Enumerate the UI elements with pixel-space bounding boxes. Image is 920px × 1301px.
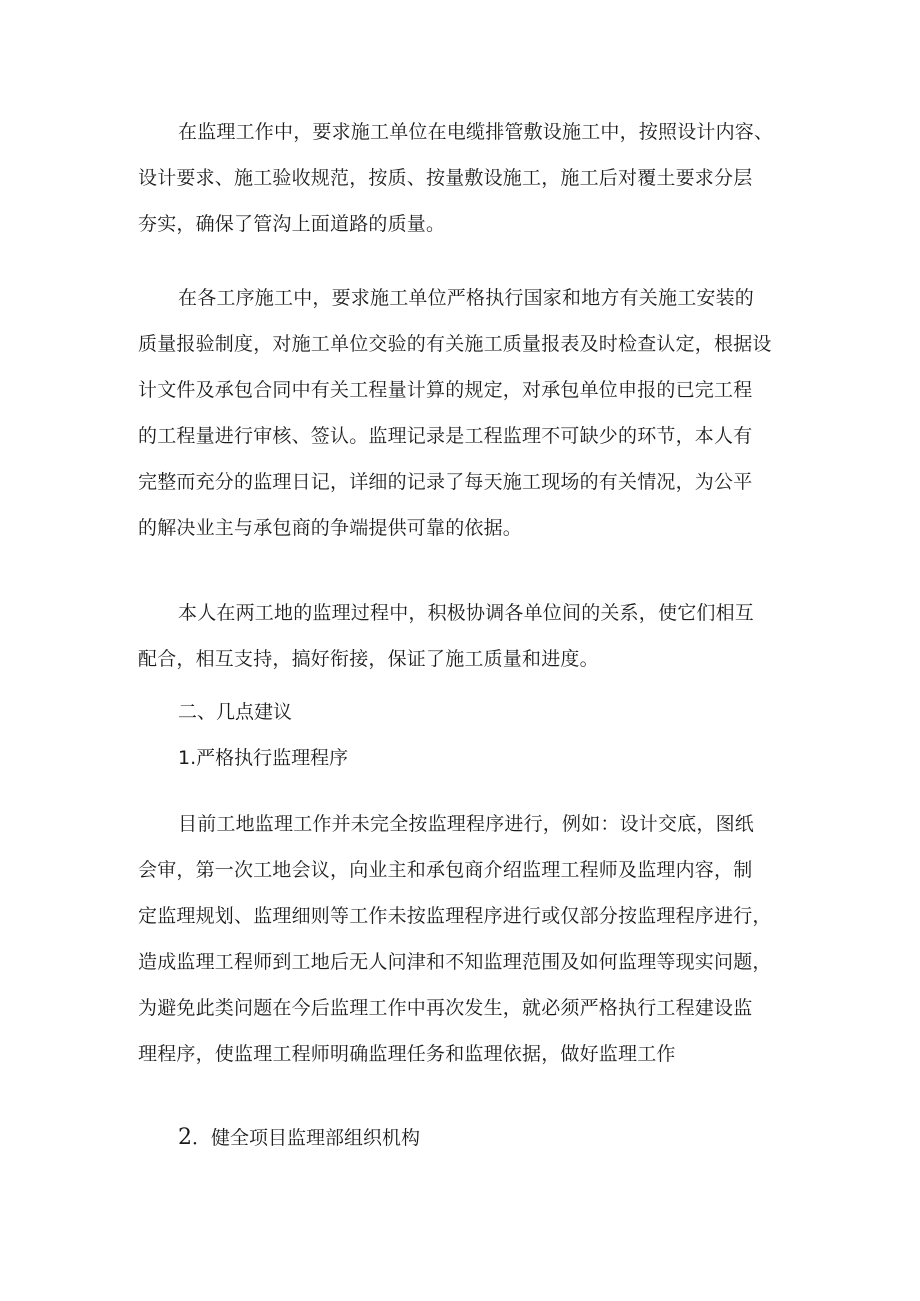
subsection-title: ．健全项目监理部组织机构 xyxy=(192,1127,421,1149)
paragraph-line: 计文件及承包合同中有关工程量计算的规定，对承包单位申报的已完工程 xyxy=(138,379,753,401)
paragraph-line: 在各工序施工中，要求施工单位严格执行国家和地方有关施工安装的 xyxy=(178,287,755,309)
paragraph-line: 为避免此类问题在今后监理工作中再次发生，就必须严格执行工程建设监 xyxy=(138,997,753,1019)
paragraph-line: 造成监理工程师到工地后无人问津和不知监理范围及如何监理等现实问题， xyxy=(138,951,772,973)
paragraph-line: 本人在两工地的监理过程中，积极协调各单位间的关系，使它们相互 xyxy=(178,602,755,624)
paragraph-1 xyxy=(138,109,798,247)
section-heading: 二、几点建议 xyxy=(178,701,293,723)
paragraph-line: 理程序，使监理工程师明确监理任务和监理依据，做好监理工作 xyxy=(138,1043,676,1065)
subsection-heading-1: 1.严格执行监理程序 xyxy=(178,747,349,769)
paragraph-line: 质量报验制度，对施工单位交验的有关施工质量报表及时检查认定，根据设 xyxy=(138,333,772,355)
subsection-heading-2 xyxy=(178,1115,420,1161)
paragraph-line: 在监理工作中，要求施工单位在电缆排管敷设施工中，按照设计内容、 xyxy=(178,121,774,143)
paragraph-line: 定监理规划、监理细则等工作未按监理程序进行或仅部分按监理程序进行， xyxy=(138,905,772,927)
paragraph-4 xyxy=(138,801,798,1077)
paragraph-line: 设计要求、施工验收规范，按质、按量敷设施工，施工后对覆土要求分层 xyxy=(138,167,753,189)
paragraph-line: 配合，相互支持，搞好衔接，保证了施工质量和进度。 xyxy=(138,648,599,670)
subsection-number: 2 xyxy=(178,1125,192,1150)
paragraph-3 xyxy=(138,590,798,682)
paragraph-2 xyxy=(138,275,798,551)
paragraph-line: 的解决业主与承包商的争端提供可靠的依据。 xyxy=(138,517,523,539)
paragraph-line: 目前工地监理工作并未完全按监理程序进行，例如：设计交底，图纸 xyxy=(178,813,755,835)
paragraph-line: 完整而充分的监理日记，详细的记录了每天施工现场的有关情况，为公平 xyxy=(138,471,753,493)
paragraph-line: 会审，第一次工地会议，向业主和承包商介绍监理工程师及监理内容，制 xyxy=(138,859,753,881)
paragraph-line: 夯实，确保了管沟上面道路的质量。 xyxy=(138,213,446,235)
paragraph-line: 的工程量进行审核、签认。监理记录是工程监理不可缺少的环节，本人有 xyxy=(138,425,753,447)
